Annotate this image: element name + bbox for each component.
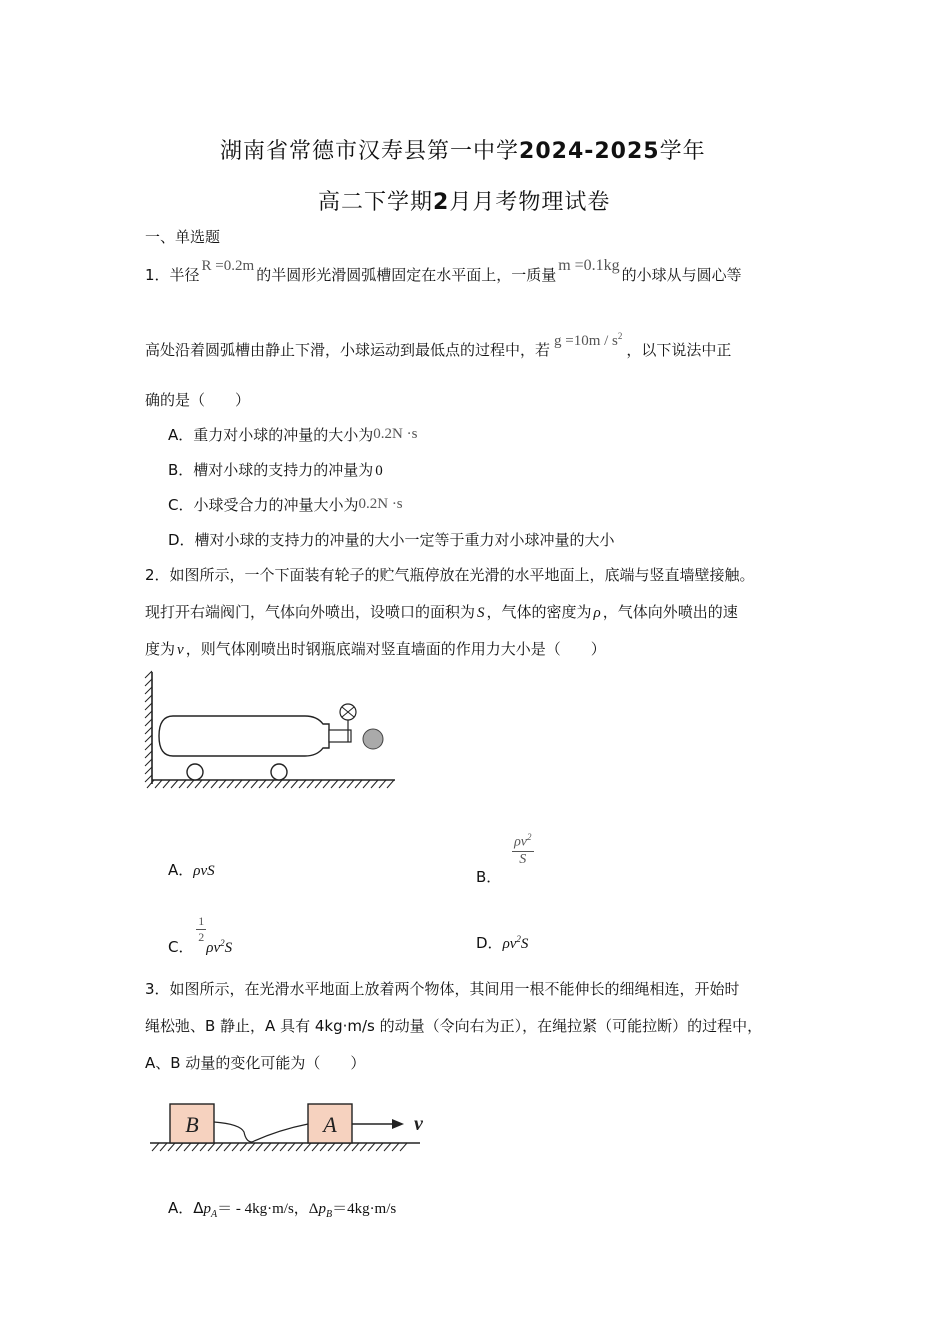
q1-mass: m =0.1kg — [558, 257, 620, 274]
velocity-label: v — [414, 1113, 423, 1135]
q1-line3: 确的是（ ） — [145, 391, 251, 409]
q2-line2: 现打开右端阀门，气体向外喷出，设喷口的面积为 S ，气体的密度为 ρ ，气体向外喷出的速 — [145, 603, 738, 621]
block-b-label: B — [185, 1112, 199, 1137]
q2-option-a[interactable]: A．ρvS — [168, 861, 215, 879]
q3-line1: 3．如图所示，在光滑水平地面上放着两个物体，其间用一根不能伸长的细绳相连，开始时 — [145, 980, 740, 998]
q1-radius: R =0.2m — [201, 258, 255, 274]
q2-option-b[interactable]: B． $\frac{\rho v^2}{S}$ — [476, 832, 532, 887]
q2-option-d[interactable]: D．$\rho v^2S$ — [476, 934, 529, 952]
q2-option-b-fraction: $\frac{\rho v^2}{S}$ — [514, 832, 532, 867]
q1-option-b[interactable]: B．槽对小球的支持力的冲量为 0 — [168, 461, 383, 479]
q3-line2: 绳松弛、B 静止，A 具有 4kg·m/s 的动量（令向右为正），在绳拉紧（可能拉断）的过程中， — [145, 1017, 763, 1035]
q3-option-a[interactable]: A．$\Delta p_A= - 4kg\cdot m/s$，$\Delta p_B=4kg\cdot m/s$ — [168, 1199, 397, 1220]
q2-line3: 度为 v ，则气体刚喷出时钢瓶底端对竖直墙面的作用力大小是（ ） — [145, 640, 606, 658]
q1-option-c[interactable]: C．小球受合力的冲量大小为0.2N ·s — [168, 496, 403, 514]
page-title-line1: 湖南省常德市汉寿县第一中学2024-2025学年 — [220, 139, 706, 164]
q1-option-d[interactable]: D．槽对小球的支持力的冲量的大小一定等于重力对小球冲量的大小 — [168, 531, 615, 549]
q1-line1: 1．半径 R =0.2m 的半圆形光滑圆弧槽固定在水平面上，一质量m =0.1kg的小球从与圆心等 — [145, 257, 742, 284]
q1-line2: 高处沿着圆弧槽由静止下滑，小球运动到最低点的过程中，若 $g =10m / s^2$，以下说法中正 — [145, 331, 732, 359]
section-heading: 一、单选题 — [145, 228, 221, 246]
q1-gravity: $g =10m / s^2$ — [554, 331, 623, 349]
q3-line3: A、B 动量的变化可能为（ ） — [145, 1054, 366, 1072]
q2-gas-cylinder-figure — [143, 668, 399, 796]
q2-option-c-fraction: $\frac{1}{2}$ — [198, 914, 205, 944]
q3-blocks-figure — [148, 1098, 428, 1160]
page-title-line2: 高二下学期2月月考物理试卷 — [318, 190, 611, 215]
q1-option-a[interactable]: A．重力对小球的冲量的大小为0.2N ·s — [168, 426, 418, 444]
block-a-label: A — [323, 1112, 337, 1137]
q2-line1: 2．如图所示，一个下面装有轮子的贮气瓶停放在光滑的水平地面上，底端与竖直墙壁接触。 — [145, 566, 755, 584]
q2-option-c[interactable]: C． $\frac{1}{2}$ $\rho v^2S$ — [168, 914, 233, 956]
